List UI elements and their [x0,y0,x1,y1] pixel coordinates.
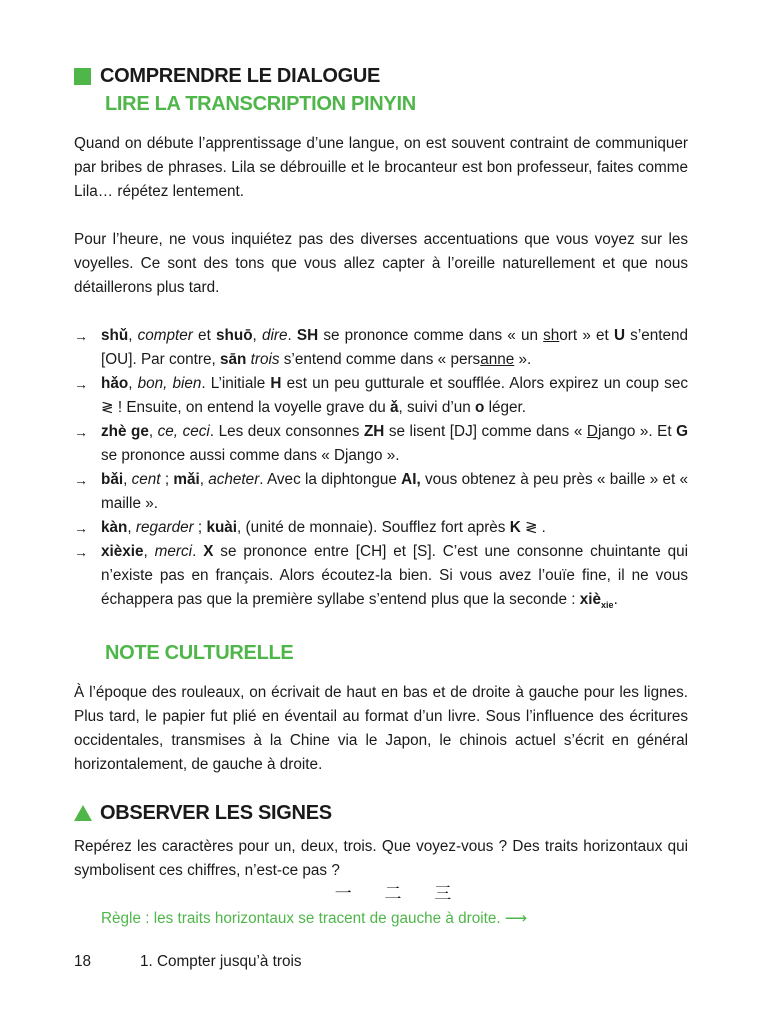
translation: compter [137,327,193,344]
text: . [192,543,204,560]
arrow-right-icon: → [74,328,88,344]
pronunciation-list [74,324,688,617]
text: s’entend [OU]. Par contre, [101,327,689,368]
text: , [128,327,138,344]
text: ! Ensuite, on entend la voyelle grave du [113,399,390,416]
pinyin-word: sān [220,351,247,368]
text: et [192,327,216,344]
section-heading-comprendre [74,62,688,90]
translation: bon, bien [137,375,202,392]
section-title: COMPRENDRE LE DIALOGUE [100,64,381,87]
arrow-right-icon: → [74,472,88,488]
text: , [148,423,158,440]
text: jango ». Et [597,423,677,440]
translation: ce, ceci [157,423,210,440]
text: , [199,471,209,488]
text: . [613,591,618,608]
breath-icon: ≷ [101,399,114,416]
text: . [287,327,297,344]
translation: trois [250,351,280,368]
text: . Les deux consonnes [209,423,364,440]
vowel: o [475,399,485,416]
underlined-sound: D [586,423,598,440]
consonant: ZH [363,423,385,440]
translation: regarder [135,519,194,536]
pinyin-word: hǎo [101,375,129,392]
text: , [252,327,262,344]
stressed-syllable: xiè [579,591,602,608]
page-footer [74,950,302,974]
consonant: SH [296,327,319,344]
arrow-right-icon: → [74,376,88,392]
intro-paragraph: Quand on débute l’apprentissage d’une langue, on est souvent contraint de communiquer par bribes de phrases. Lila se débrouille et le brocanteur est bon professeur, faites comme Lila… répétez lentement. [74,135,688,200]
pinyin-word: xièxie [101,543,144,560]
signs-paragraph: Repérez les caractères pour un, deux, trois. Que voyez-vous ? Des traits horizontaux qui symbolisent ces chiffres, n’est-ce pas ? [74,838,688,879]
text: , suivi d’un [398,399,475,416]
translation: cent [131,471,161,488]
green-square-icon [74,68,91,85]
culture-paragraph: À l’époque des rouleaux, on écrivait de haut en bas et de droite à gauche pour les lignes. Plus tard, le papier fut plié en éventail au format d’un livre. Sous l’influence des écritures occidentales, transmises à la Chine via le Japon, le chinois actuel s’écrit en général horizontalement, de gauche à droite. [74,684,688,773]
pinyin-word: shuō [216,327,253,344]
diphthong: AI, [401,471,421,488]
list-item [74,420,688,468]
text: se lisent [DJ] comme dans « [384,423,587,440]
text: ». [514,351,532,368]
green-triangle-icon [74,805,92,821]
pinyin-word: shǔ [101,327,129,344]
page-number: 18 [74,953,92,970]
chapter-title: 1. Compter jusqu’à trois [140,953,302,970]
consonant: K [509,519,521,536]
text: est un peu gutturale et soufflée. Alors expirez un coup sec [281,375,688,392]
rule-note: Règle : les traits horizontaux se tracent de gauche à droite. ⟶ [101,910,527,927]
text: , [143,543,155,560]
text: se prononce comme dans « un [318,327,544,344]
text: . Avec la diphtongue [259,471,402,488]
translation: merci [154,543,193,560]
text: se prononce entre [CH] et [S]. C’est une consonne chuintante qui n’existe pas en français. Alors écoutez-la bien. Si vous avez l’ouïe fine, il ne vous échappera pas que la première syllabe s’entend plus que la seconde : [101,543,688,608]
text: léger. [484,399,527,416]
translation: acheter [208,471,260,488]
vowel: U [613,327,625,344]
section-heading-observer [74,799,688,827]
list-item [74,324,688,372]
section-title: OBSERVER LES SIGNES [100,801,332,824]
text: se prononce aussi comme dans « Django ». [101,447,400,464]
text: , [128,375,138,392]
text: , [123,471,132,488]
pinyin-word: mǎi [173,471,200,488]
weak-syllable: xie [601,600,614,610]
consonant: X [203,543,214,560]
consonant: H [270,375,282,392]
arrow-right-icon: → [74,424,88,440]
section-subtitle: LIRE LA TRANSCRIPTION PINYIN [105,93,416,115]
breath-icon: ≷ . [520,519,546,536]
chinese-numerals: 一 二 三 [334,884,466,903]
page-content [74,62,688,931]
underlined-sound: sh [543,327,560,344]
text: , [127,519,136,536]
arrow-right-icon: → [74,520,88,536]
text: s’entend comme dans « pers [279,351,481,368]
text: ; [193,519,207,536]
underlined-sound: anne [480,351,515,368]
pinyin-word: zhè ge [101,423,149,440]
list-item [74,372,688,420]
text: . L’initiale [201,375,271,392]
list-item [74,540,688,617]
arrow-right-icon: → [74,544,88,560]
tones-paragraph: Pour l’heure, ne vous inquiétez pas des diverses accentuations que vous voyez sur les voyelles. Ce sont des tons que vous allez capter à l’oreille naturellement et que nous détaillerons plus tard. [74,231,688,296]
pinyin-word: kàn [101,519,128,536]
translation: dire [261,327,288,344]
consonant: G [676,423,689,440]
text: ort » et [559,327,614,344]
text: vous obtenez à peu près « baille » et « maille ». [101,471,689,512]
list-item [74,516,688,540]
text: , (unité de monnaie). Soufflez fort après [237,519,510,536]
culture-title: NOTE CULTURELLE [105,642,294,664]
text: ; [160,471,174,488]
list-item [74,468,688,516]
pinyin-word: bǎi [101,471,124,488]
pinyin-word: kuài [206,519,238,536]
vowel: ǎ [389,399,399,416]
